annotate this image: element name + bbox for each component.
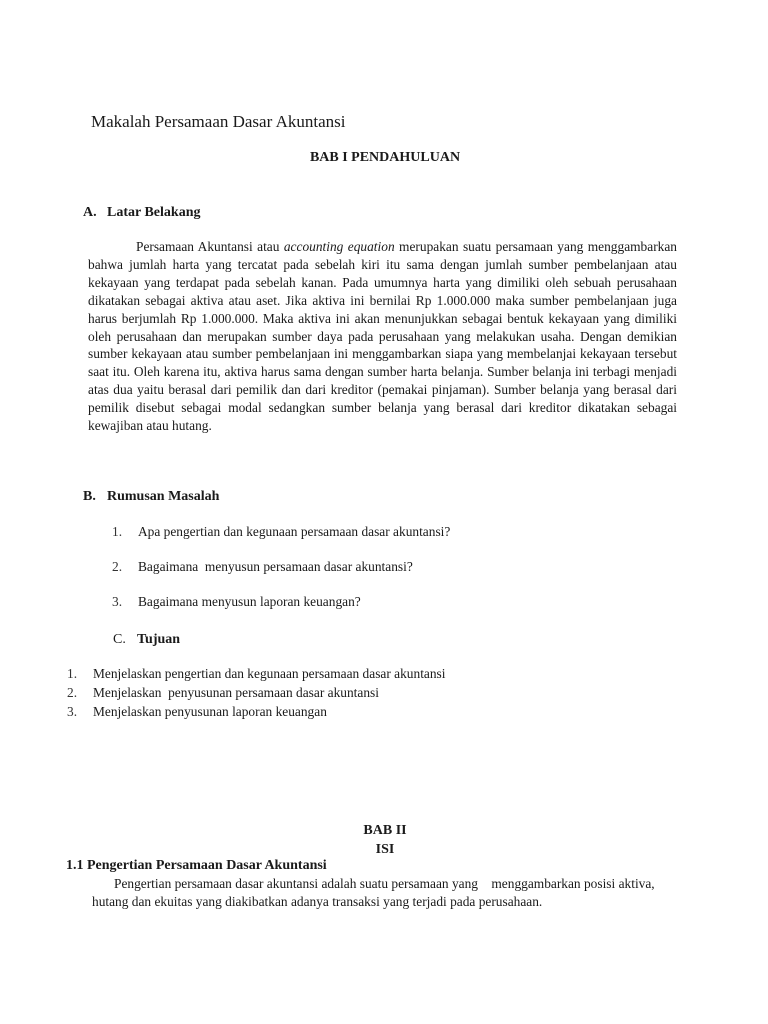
- list-number: 2.: [112, 559, 123, 574]
- list-text: Menjelaskan penyusunan persamaan dasar akuntansi: [93, 685, 379, 700]
- chapter-2-title: ISI: [375, 842, 395, 857]
- section-a-title: Latar Belakang: [107, 205, 201, 220]
- paragraph-text: Persamaan Akuntansi atau: [136, 239, 284, 254]
- chapter-1-title: PENDAHULUAN: [351, 150, 461, 165]
- chapter-2-label: BAB II: [363, 823, 407, 838]
- list-item: [67, 704, 445, 723]
- section-b-title: Rumusan Masalah: [107, 489, 220, 504]
- objectives-list: [67, 666, 445, 723]
- list-number: 2.: [67, 685, 78, 700]
- paragraph-text: Pengertian persamaan dasar akuntansi adalah suatu persamaan yang menggambarkan posisi aktiva, hutang dan ekuitas yang diakibatkan adanya transaksi yang terjadi pada perusahaan.: [92, 876, 659, 909]
- list-text: Menjelaskan penyusunan laporan keuangan: [93, 704, 327, 719]
- section-c-title: Tujuan: [137, 632, 181, 647]
- paragraph-text: merupakan suatu persamaan yang menggambarkan bahwa jumlah harta yang tercatat pada sebelah kiri itu sama dengan jumlah sumber pembelanjaan atau kekayaan yang terdapat pada sebelah kanan. Pada umumnya harta yang dimiliki oleh sebuah perusahaan dikatakan sebagai aktiva atau aset. Jika aktiva ini bernilai Rp 1.000.000 maka sumber pembelanjaan juga harus berjumlah Rp 1.000.000. Maka aktiva ini akan menunjukkan sebagai bentuk kekayaan yang dimiliki oleh perusahaan dan merupakan sumber daya pada perusahaan yang melakukan usaha. Dengan demikian sumber kekayaan atau sumber pembelanjaan ini menggambarkan siapa yang membelanjai kekayaan tersebut saat itu. Oleh karena itu, aktiva harus sama dengan sumber harta belanja. Sumber belanja ini terbagi menjadi atas dua yaitu berasal dari pemilik dan dari kreditor (pemakai pinjaman). Sumber belanja yang berasal dari pemilik disebut sebagai modal sedangkan sumber belanja yang berasal dari kreditor dikatakan sebagai kewajiban atau hutang.: [88, 239, 677, 434]
- section-c-heading: [113, 632, 180, 648]
- subsection-1-1-paragraph: [92, 875, 676, 911]
- document-title: Makalah Persamaan Dasar Akuntansi: [91, 112, 346, 131]
- list-item: [67, 666, 445, 685]
- list-item: [112, 559, 450, 594]
- chapter-1-heading: [245, 150, 525, 166]
- list-item: [67, 685, 445, 704]
- italic-term: accounting equation: [283, 239, 395, 254]
- list-item: [112, 594, 450, 629]
- section-b-letter: B.: [83, 489, 96, 504]
- list-text: Apa pengertian dan kegunaan persamaan dasar akuntansi?: [138, 524, 451, 539]
- list-text: Menjelaskan pengertian dan kegunaan persamaan dasar akuntansi: [93, 666, 446, 681]
- list-item: [112, 524, 450, 559]
- section-a-heading: [83, 205, 200, 221]
- section-a-letter: A.: [83, 205, 97, 220]
- subsection-1-1-heading: 1.1 Pengertian Persamaan Dasar Akuntansi: [66, 858, 327, 873]
- list-number: 3.: [67, 704, 78, 719]
- list-text: Bagaimana menyusun persamaan dasar akuntansi?: [138, 559, 413, 574]
- list-number: 3.: [112, 594, 123, 609]
- list-text: Bagaimana menyusun laporan keuangan?: [138, 594, 361, 609]
- section-c-letter: C.: [113, 632, 126, 647]
- list-number: 1.: [112, 524, 123, 539]
- chapter-1-label: BAB I: [309, 150, 348, 165]
- section-b-heading: [83, 489, 219, 505]
- section-a-paragraph: [88, 238, 677, 435]
- research-questions-list: [112, 524, 450, 629]
- list-number: 1.: [67, 666, 78, 681]
- chapter-2-heading: [280, 821, 490, 859]
